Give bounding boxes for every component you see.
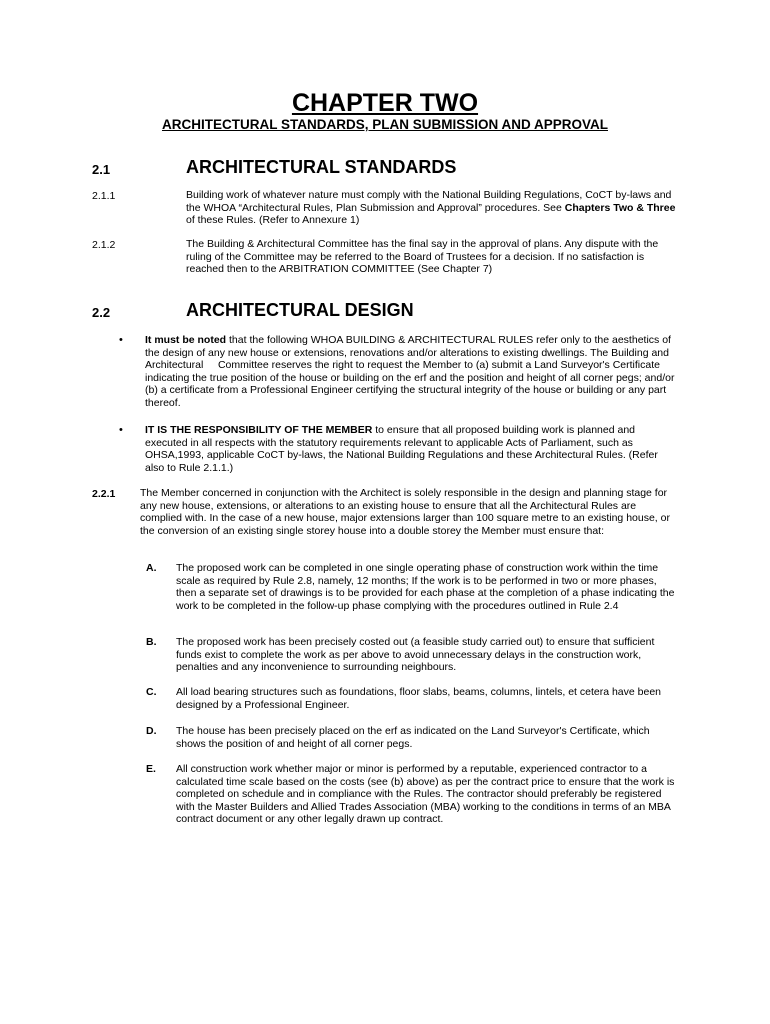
section-title-2-2: ARCHITECTURAL DESIGN xyxy=(186,300,414,320)
rule-text-2-1-2: The Building & Architectural Committee has the final say in the approval of plans. Any dispute with the ruling of the Committee may be referred to the Board of Trustees for a decision. If no satisfaction is reached then to the ARBITRATION COMMITTEE (See Chapter 7) xyxy=(186,238,659,276)
item-text-e: All construction work whether major or minor is performed by a reputable, experienced contractor to a calculated time scale based on the costs (see (b) above) as per the contract price to ensure that the work is completed on schedule and in compliance with the Rules. The contractor should preferably be registered with the Master Builders and Allied Trades Association (MBA) working to the conditions in terms of an MBA contract document or any other legally drawn up contract. xyxy=(176,763,675,826)
item-text-b: The proposed work has been precisely costed out (a feasible study carried out) to ensure that sufficient funds exist to complete the work as per above to avoid unnecessary delays in the construction work, penalties and any inconvenience to surrounding neighbours. xyxy=(176,636,655,674)
bullet-text-noted: It must be noted that the following WHOA BUILDING & ARCHITECTURAL RULES refer only to the aesthetics of the design of any new house or extensions, renovations and/or alterations to existing dwellings. The Building and Architectural Committee reserves the right to request the Member to (a) submit a Land Surveyor's Certificate indicating the true position of the house or building on the erf and the position and height of all corner pegs; and/or (b) a certificate from a Professional Engineer certifying the structural integrity of the house or building or any part thereof. xyxy=(145,334,675,409)
chapter-title: CHAPTER TWO xyxy=(291,89,479,117)
item-letter-e: E. xyxy=(146,763,156,775)
section-number-2-2: 2.2 xyxy=(92,305,111,320)
bullet-marker: • xyxy=(119,424,123,436)
bullet-text-responsibility: IT IS THE RESPONSIBILITY OF THE MEMBER to ensure that all proposed building work is planned and executed in all respects with the statutory requirements relevant to applicable Acts of Parliament, such as OHSA,1993, applicable CoCT by-laws, the National Building Regulations and these Architectural Rules. (Refer also to Rule 2.1.1.) xyxy=(145,424,658,474)
rule-number-2-2-1: 2.2.1 xyxy=(92,488,116,500)
item-text-d: The house has been precisely placed on the erf as indicated on the Land Surveyor's Certificate, which shows the position of and height of all corner pegs. xyxy=(176,725,650,750)
bullet-marker: • xyxy=(119,334,123,346)
section-number-2-1: 2.1 xyxy=(92,162,111,177)
item-letter-d: D. xyxy=(146,725,157,737)
section-title-2-1: ARCHITECTURAL STANDARDS xyxy=(186,157,457,177)
rule-text-2-1-1: Building work of whatever nature must comply with the National Building Regulations, CoCT by-laws and the WHOA “Architectural Rules, Plan Submission and Approval” procedures. See Chapters Two & Three of these Rules. (Refer to Annexure 1) xyxy=(186,189,676,227)
rule-number-2-1-1: 2.1.1 xyxy=(92,190,116,202)
rule-number-2-1-2: 2.1.2 xyxy=(92,239,116,251)
item-text-c: All load bearing structures such as foundations, floor slabs, beams, columns, lintels, et cetera have been designed by a Professional Engineer. xyxy=(176,686,662,711)
rule-text-2-2-1: The Member concerned in conjunction with the Architect is solely responsible in the design and planning stage for any new house, extensions, or alterations to an existing house to ensure that all the Architectural Rules are complied with. In the case of a new house, major extensions larger than 100 square metre to an existing house, or the conversion of an existing single storey house into a double storey the Member must ensure that: xyxy=(140,487,670,537)
item-letter-c: C. xyxy=(146,686,157,698)
chapter-subtitle: ARCHITECTURAL STANDARDS, PLAN SUBMISSION AND APPROVAL xyxy=(161,117,608,132)
item-text-a: The proposed work can be completed in one single operating phase of construction work within the time scale as required by Rule 2.8, namely, 12 months; If the work is to be performed in two or more phases, then a separate set of drawings is to be provided for each phase at the completion of a phase indicating the work to be completed in the follow-up phase complying with the procedures outlined in Rule 2.4 xyxy=(176,562,675,612)
item-letter-a: A. xyxy=(146,562,157,574)
item-letter-b: B. xyxy=(146,636,157,648)
